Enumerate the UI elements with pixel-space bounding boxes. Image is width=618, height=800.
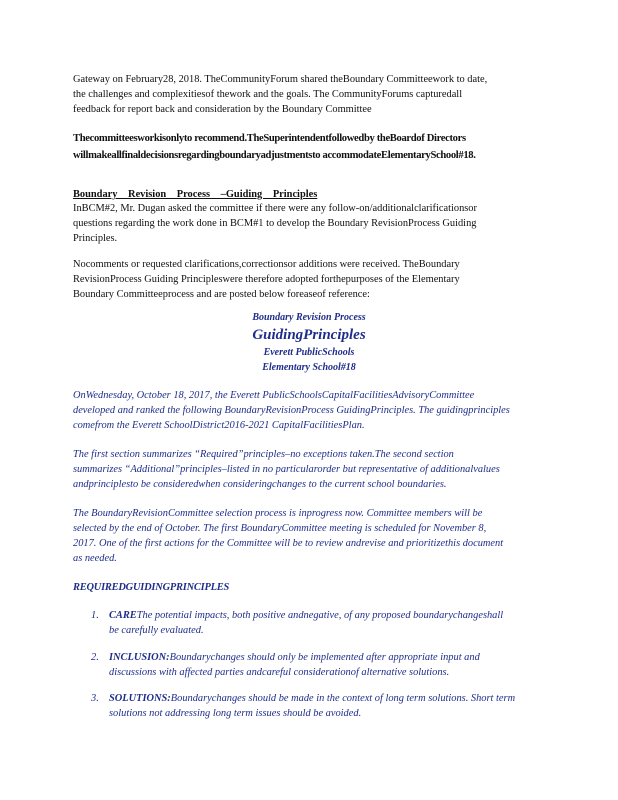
principle-text: Boundarychanges should be made in the context of long term solutions. Short term (170, 693, 516, 704)
text-line: andprinciplesto be consideredwhen consideringchanges to the current school boundaries. (73, 479, 447, 490)
text-line: the challenges and complexitiesof thework and the goals. The CommunityForums capturedall (73, 89, 463, 100)
text-line: InBCM#2, Mr. Dugan asked the committee if there were any follow-on/additionalclarificationsor (73, 203, 477, 214)
text-line: comefrom the Everett SchoolDistrict2016-2021 CapitalFacilitiesPlan. (73, 420, 365, 431)
principle-line (109, 691, 551, 706)
title-line: Boundary Revision Process (252, 312, 366, 323)
principle-line (109, 650, 551, 665)
text-line: Boundary Committeeprocess and are posted below foreaseof reference: (73, 289, 370, 300)
principle-line: solutions not addressing long term issues should be avoided. (109, 708, 362, 719)
text-line: as needed. (73, 553, 117, 564)
text-line: Principles. (73, 233, 118, 244)
principle-term: INCLUSION: (109, 652, 170, 663)
principle-line: be carefully evaluated. (109, 625, 204, 636)
principle-text: Boundarychanges should only be implemented after appropriate input and (169, 652, 480, 663)
principle-line: discussions with affected parties andcareful considerationof alternative solutions. (109, 667, 450, 678)
principle-text: The potential impacts, both positive andnegative, of any proposed boundarychangeshall (136, 610, 504, 621)
text-line: developed and ranked the following BoundaryRevisionProcess GuidingPrinciples. The guidingprinciples (73, 405, 510, 416)
principle-line (109, 608, 551, 623)
list-number: 1. (91, 610, 99, 621)
title-line: Everett PublicSchools (263, 347, 355, 358)
text-line: summarizes “Additional”principles–listed in no particularorder but representative of additionalvalues (73, 464, 500, 475)
text-line: Nocomments or requested clarifications,correctionsor additions were received. TheBoundary (73, 259, 460, 270)
text-line: selected by the end of October. The first BoundaryCommittee meeting is scheduled for November 8, (73, 523, 487, 534)
text-line: Thecommitteesworkisonlyto recommend.TheSuperintendentfollowedby theBoardof Directors (73, 133, 466, 144)
text-line: The first section summarizes “Required”principles–no exceptions taken.The second section (73, 449, 454, 460)
list-number: 3. (91, 693, 99, 704)
section-heading: Boundary Revision Process –Guiding Principles (73, 189, 318, 200)
text-line: RevisionProcess Guiding Principleswere therefore adopted forthepurposes of the Elementary (73, 274, 460, 285)
title-line: Elementary School#18 (262, 362, 356, 373)
text-line: feedback for report back and consideration by the Boundary Committee (73, 104, 372, 115)
required-principles-heading: REQUIREDGUIDINGPRINCIPLES (73, 582, 230, 593)
text-line: The BoundaryRevisionCommittee selection process is inprogress now. Committee members will be (73, 508, 483, 519)
list-number: 2. (91, 652, 99, 663)
principle-term: SOLUTIONS: (109, 693, 171, 704)
title-main: GuidingPrinciples (252, 327, 366, 343)
text-line: OnWednesday, October 18, 2017, the Everett PublicSchoolsCapitalFacilitiesAdvisoryCommittee (73, 390, 475, 401)
text-line: willmakeallfinaldecisionsregardingboundaryadjustmentsto accommodateElementarySchool#18. (73, 150, 476, 161)
text-line: questions regarding the work done in BCM#1 to develop the Boundary RevisionProcess Guiding (73, 218, 477, 229)
text-line: 2017. One of the first actions for the Committee will be to review andrevise and prioritizethis document (73, 538, 504, 549)
principle-term: CARE (109, 610, 137, 621)
text-line: Gateway on February28, 2018. TheCommunityForum shared theBoundary Committeework to date, (73, 74, 488, 85)
